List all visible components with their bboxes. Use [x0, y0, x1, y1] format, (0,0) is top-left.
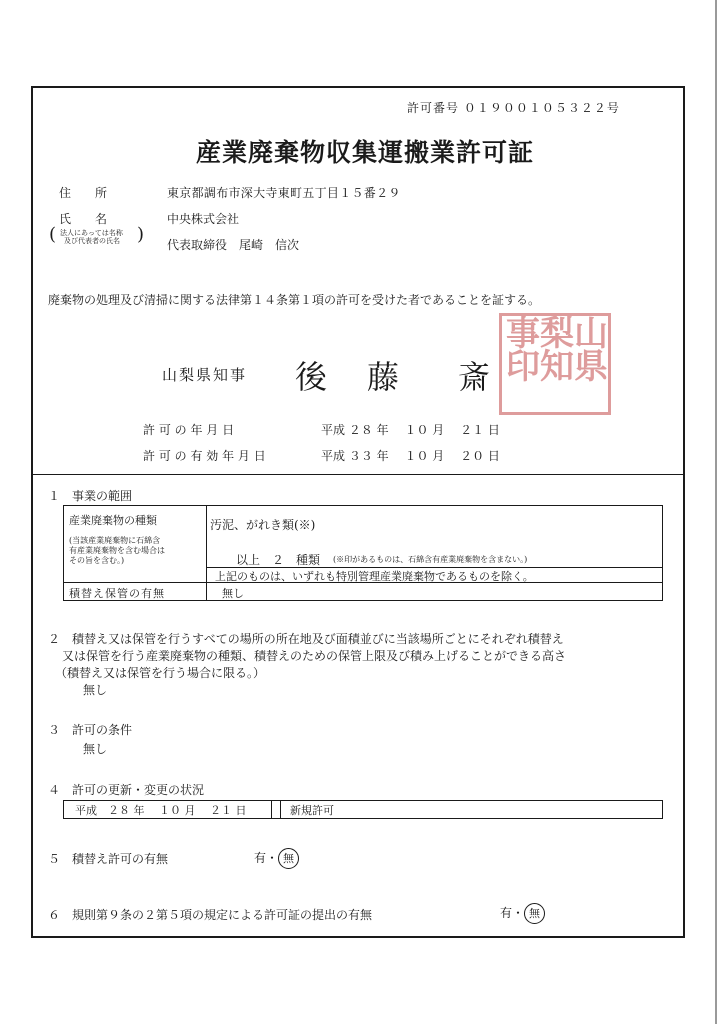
scan-edge-line [715, 0, 717, 1024]
storage-label: 積替え保管の有無 [69, 587, 165, 600]
valid-date-label: 許 可 の 有 効 年 月 日 [143, 449, 266, 463]
waste-count-note: (※印があるものは、石綿含有産業廃棄物を含まない。) [333, 555, 528, 564]
change-description: 新規許可 [290, 804, 334, 817]
section1-heading: １ 事業の範囲 [48, 489, 133, 503]
exclusion-note: 上記のものは、いずれも特別管理産業廃棄物であるものを除く。 [215, 570, 534, 583]
section6-no-circled: 無 [524, 903, 545, 924]
name-label: 氏 名 [59, 212, 108, 226]
section2-line-2: 又は保管を行う産業廃棄物の種類、積替えのための保管上限及び積み上げることができる高さ [62, 649, 567, 663]
address-label: 住 所 [59, 186, 108, 200]
paren-open: ( [49, 224, 57, 245]
valid-date: 平成 ３３ 年 １０ 月 ２０ 日 [321, 449, 500, 463]
section5-answer [254, 848, 299, 869]
issuer-name-char-2: 藤 [367, 358, 400, 396]
permit-date-label: 許 可 の 年 月 日 [143, 423, 235, 437]
section3-value: 無し [83, 742, 108, 756]
section2-line-1: ２ 積替え又は保管を行うすべての場所の所在地及び面積並びに当該場所ごとにそれぞれ積替え [48, 632, 564, 646]
permit-date: 平成 ２８ 年 １０ 月 ２１ 日 [321, 423, 500, 437]
name-note-line-1: 法人にあっては名称 [60, 229, 123, 237]
certification-text: 廃棄物の処理及び清掃に関する法律第１４条第１項の許可を受けた者であることを証する。 [48, 293, 541, 307]
section2-line-3: （積替え又は保管を行う場合に限る。） [55, 666, 266, 680]
section4-heading: ４ 許可の更新・変更の状況 [48, 783, 205, 797]
change-date: 平成 ２８ 年 １０ 月 ２１ 日 [75, 804, 247, 817]
section-divider [31, 474, 685, 475]
section3-heading: ３ 許可の条件 [48, 723, 133, 737]
document-title: 産業廃棄物収集運搬業許可証 [196, 138, 535, 167]
waste-type-label: 産業廃棄物の種類 [69, 514, 157, 527]
representative: 代表取締役 尾崎 信次 [167, 238, 300, 252]
section5-yes: 有・ [254, 851, 279, 865]
section6-answer [500, 903, 545, 924]
issuer-title: 山梨県知事 [162, 366, 248, 384]
section5-heading: ５ 積替え許可の有無 [48, 852, 169, 866]
paren-close: ) [137, 224, 145, 245]
section5-no-circled: 無 [278, 848, 299, 869]
name-note-line-2: 及び代表者の氏名 [64, 237, 120, 245]
issuer-name-char-1: 後 [295, 358, 328, 396]
waste-types: 汚泥、がれき類(※) [210, 518, 316, 532]
permit-number: 許可番号 ０１９００１０５３２２号 [407, 101, 620, 115]
section2-value: 無し [83, 683, 108, 697]
waste-type-note-1: (当該産業廃棄物に石綿含 [69, 536, 161, 545]
issuer-name-char-3: 斎 [458, 358, 491, 396]
waste-count: 以上 ２ 種類 [236, 553, 321, 567]
official-seal: 山 県 梨 知 事 印 [499, 313, 611, 415]
section6-yes: 有・ [500, 906, 525, 920]
section6-heading: ６ 規則第９条の２第５項の規定による許可証の提出の有無 [48, 908, 373, 922]
address-value: 東京都調布市深大寺東町五丁目１５番２９ [167, 186, 401, 200]
company-name: 中央株式会社 [167, 212, 240, 226]
waste-type-note-3: その旨を含む。) [69, 556, 125, 565]
waste-type-note-2: 有産業廃棄物を含む場合は [69, 546, 165, 555]
storage-value: 無し [222, 587, 244, 600]
